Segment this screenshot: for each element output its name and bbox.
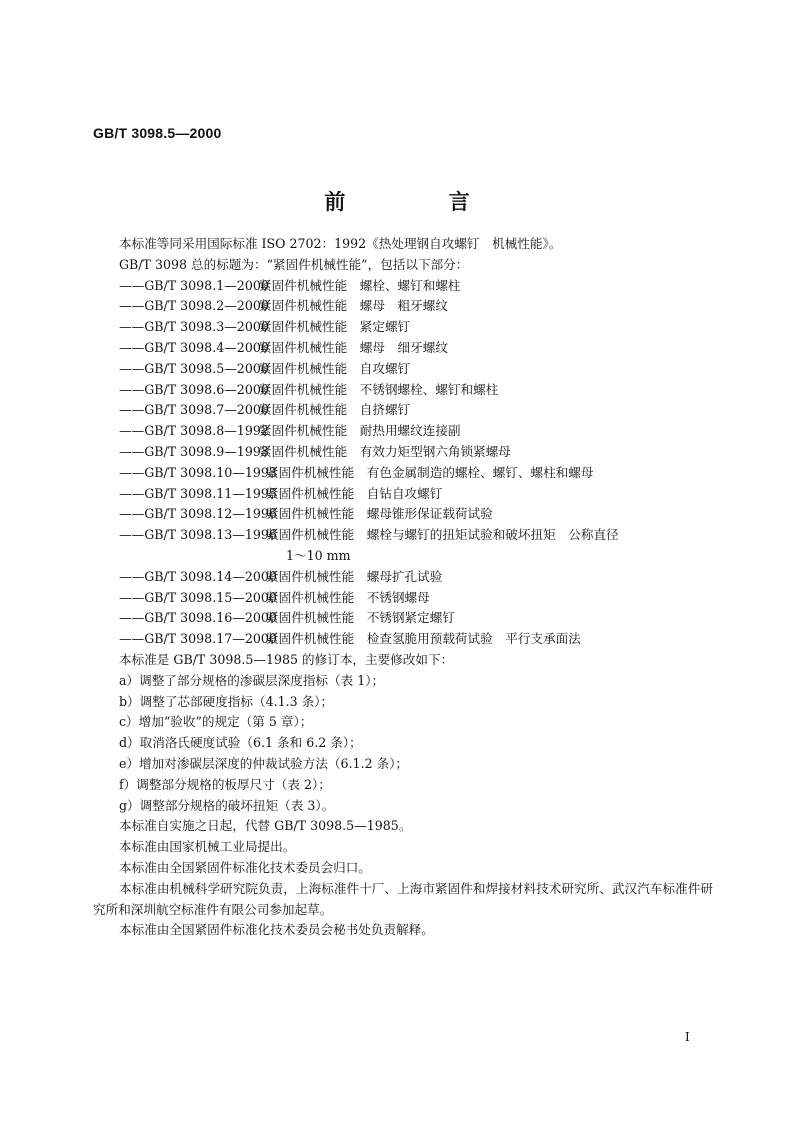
part-list-item <box>93 463 713 484</box>
part-code: ——GB/T 3098.15—2000 <box>119 589 277 605</box>
part-title: 紧固件机械性能 螺母锥形保证载荷试验 <box>266 506 493 522</box>
revision-intro: 本标准是 GB/T 3098.5—1985 的修订本，主要修改如下： <box>119 651 454 667</box>
intro-line: GB/T 3098 总的标题为：“紧固件机械性能”，包括以下部分： <box>119 256 469 272</box>
part-title: 紧固件机械性能 自挤螺钉 <box>259 402 411 418</box>
part-title: 紧固件机械性能 检查氢脆用预载荷试验 平行支承面法 <box>266 631 581 647</box>
part-title: 紧固件机械性能 螺母扩孔试验 <box>266 568 443 584</box>
part-list-item <box>93 442 713 463</box>
part-title: 紧固件机械性能 螺母 细牙螺纹 <box>259 339 448 355</box>
part-list-item <box>93 567 713 588</box>
part-title: 紧固件机械性能 不锈钢螺母 <box>266 589 430 605</box>
part-code: ——GB/T 3098.17—2000 <box>119 631 277 647</box>
change-item: f）调整部分规格的板厚尺寸（表 2）； <box>119 776 331 792</box>
part-list-item <box>93 359 713 380</box>
part-title: 紧固件机械性能 紧定螺钉 <box>259 319 411 335</box>
part-code: ——GB/T 3098.8—1992 <box>119 423 269 439</box>
part-list-item <box>93 400 713 421</box>
change-item: d）取消洛氏硬度试验（6.1 条和 6.2 条）； <box>119 735 362 751</box>
part-code: ——GB/T 3098.16—2000 <box>119 610 277 626</box>
part-title: 紧固件机械性能 不锈钢螺栓、螺钉和螺柱 <box>259 381 499 397</box>
page-number: I <box>685 1030 690 1044</box>
change-item: a）调整了部分规格的渗碳层深度指标（表 1）； <box>119 672 385 688</box>
part-title: 紧固件机械性能 有效力矩型钢六角锁紧螺母 <box>259 443 511 459</box>
part-code: ——GB/T 3098.13—1996 <box>119 527 277 543</box>
part-title: 紧固件机械性能 螺母 粗牙螺纹 <box>259 298 448 314</box>
part-list-item <box>93 484 713 505</box>
part-list-item <box>93 629 713 650</box>
part-code: ——GB/T 3098.11—1995 <box>119 485 277 501</box>
part-title-continuation: 1～10 mm <box>286 547 351 563</box>
change-item: b）调整了芯部硬度指标（4.1.3 条）； <box>119 693 334 709</box>
part-list-item <box>93 380 713 401</box>
part-code: ——GB/T 3098.9—1993 <box>119 443 269 459</box>
part-list-item <box>93 525 713 546</box>
page-title: 前 言 <box>324 189 518 214</box>
interpretation-line: 本标准由全国紧固件标准化技术委员会秘书处负责解释。 <box>119 922 434 938</box>
parts-list <box>93 276 713 650</box>
part-list-item <box>93 276 713 297</box>
part-list-item <box>93 296 713 317</box>
closing-line: 本标准由全国紧固件标准化技术委员会归口。 <box>119 859 371 875</box>
part-code: ——GB/T 3098.12—1996 <box>119 506 277 522</box>
change-item: c）增加“验收”的规定（第 5 章）； <box>119 714 313 730</box>
change-item: e）增加对渗碳层深度的仲裁试验方法（6.1.2 条）； <box>119 755 409 771</box>
closing-line: 本标准由国家机械工业局提出。 <box>119 839 296 855</box>
part-list-item <box>93 504 713 525</box>
part-title: 紧固件机械性能 不锈钢紧定螺钉 <box>266 610 455 626</box>
part-code: ——GB/T 3098.7—2000 <box>119 402 269 418</box>
part-code: ——GB/T 3098.5—2000 <box>119 360 269 376</box>
part-code: ——GB/T 3098.6—2000 <box>119 381 269 397</box>
part-title: 紧固件机械性能 自钻自攻螺钉 <box>266 485 443 501</box>
document-code: GB/T 3098.5—2000 <box>93 125 222 141</box>
intro-line: 本标准等同采用国际标准 ISO 2702：1992《热处理钢自攻螺钉 机械性能》。 <box>119 236 562 251</box>
part-list-item <box>93 317 713 338</box>
drafters-paragraph: 本标准由机械科学研究院负责，上海标准件十厂、上海市紧固件和焊接材料技术研究所、武汉汽车标准件研究所和深圳航空标准件有限公司参加起草。 <box>93 880 713 917</box>
part-title: 紧固件机械性能 有色金属制造的螺栓、螺钉、螺柱和螺母 <box>266 464 594 480</box>
part-title: 紧固件机械性能 螺栓、螺钉和螺柱 <box>259 277 461 293</box>
part-title: 紧固件机械性能 螺栓与螺钉的扭矩试验和破坏扭矩 公称直径 <box>266 527 619 543</box>
part-list-item <box>93 608 713 629</box>
part-code: ——GB/T 3098.10—1993 <box>119 464 277 480</box>
part-code: ——GB/T 3098.2—2000 <box>119 298 269 314</box>
part-title: 紧固件机械性能 自攻螺钉 <box>259 360 411 376</box>
part-list-item <box>93 421 713 442</box>
part-code: ——GB/T 3098.1—2000 <box>119 277 269 293</box>
part-code: ——GB/T 3098.14—2000 <box>119 568 277 584</box>
part-title: 紧固件机械性能 耐热用螺纹连接副 <box>259 423 461 439</box>
closing-line: 本标准自实施之日起，代替 GB/T 3098.5—1985。 <box>119 818 412 834</box>
change-item: g）调整部分规格的破坏扭矩（表 3）。 <box>119 797 335 813</box>
part-list-item <box>93 338 713 359</box>
part-list-item <box>93 588 713 609</box>
document-body <box>93 234 713 941</box>
part-code: ——GB/T 3098.4—2000 <box>119 339 269 355</box>
part-code: ——GB/T 3098.3—2000 <box>119 319 269 335</box>
